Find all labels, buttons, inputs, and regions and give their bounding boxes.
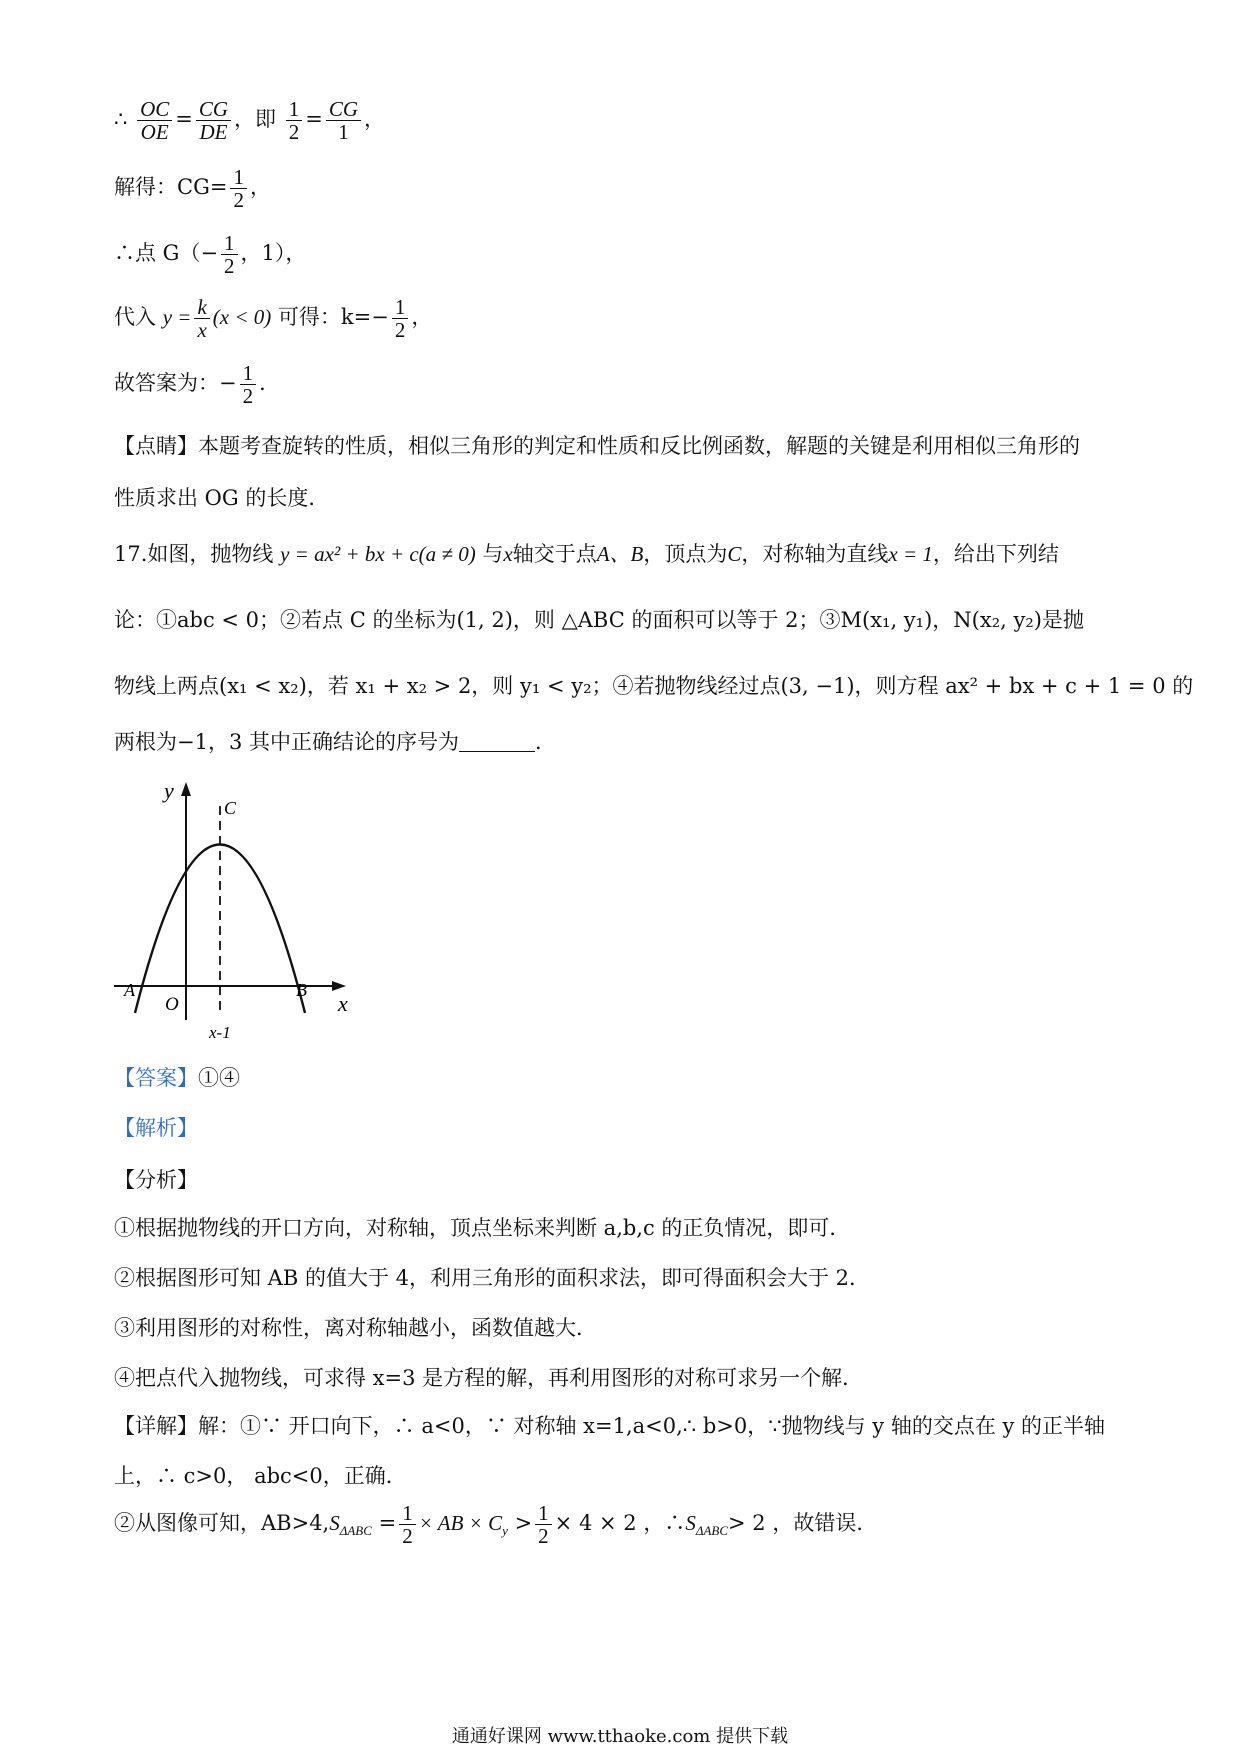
dianjing-line-1: 【点睛】本题考查旋转的性质，相似三角形的判定和性质和反比例函数，解题的关键是利用相似三角形的 xyxy=(114,434,1080,458)
point-g-line: ∴点 G（− $\frac{1}{2}$ ，1）， xyxy=(114,231,307,279)
answer-line: 故答案为：− $\frac{1}{2}$ ． xyxy=(114,361,281,409)
y-axis-arrow xyxy=(181,782,191,796)
symmetry-axis-label: x-1 xyxy=(209,1023,231,1042)
question-17-line-4: 两根为−1，3 其中正确结论的序号为 ． xyxy=(114,730,556,754)
equation-ratio-line: ∴ $\frac{OC}{OE}$ = $\frac{CG}{DE}$ ，即 $\frac{1}{2}$ = $\frac{CG}{1}$ ， xyxy=(114,97,386,145)
fenxi-section xyxy=(114,1164,198,1194)
substitute-line: 代入 y = $\frac{k}{x}$ (x < 0) 可得：k=− $\frac{1}{2}$ ， xyxy=(114,295,433,343)
dianjing-line-2: 性质求出 OG 的长度． xyxy=(114,486,330,510)
fenxi-item-1: ①根据抛物线的开口方向，对称轴，顶点坐标来判断 a,b,c 的正负情况，即可． xyxy=(114,1216,851,1240)
fraction-half: $\frac{1}{2}$ xyxy=(230,166,247,211)
origin-label: O xyxy=(165,994,179,1015)
fenxi-item-4: ④把点代入抛物线，可求得 x=3 是方程的解，再利用图形的对称可求另一个解． xyxy=(114,1366,864,1390)
dianjing-tag: 【点睛】 xyxy=(114,434,198,458)
fraction-half: $\frac{1}{2}$ xyxy=(399,1502,416,1547)
question-17-line-3: 物线上两点(x₁ < x₂)，若 x₁ + x₂ > 2，则 y₁ < y₂；④若抛物线经过点(3, −1)，则方程 ax² + bx + c + 1 = 0 的 xyxy=(114,674,1194,698)
fraction-half: $\frac{1}{2}$ xyxy=(240,362,257,407)
fraction-half: $\frac{1}{2}$ xyxy=(392,296,409,341)
answer-blank xyxy=(459,733,535,752)
point-c-label: C xyxy=(224,798,237,818)
fraction-half: $\frac{1}{2}$ xyxy=(221,232,238,277)
area-inequality-line: ②从图像可知，$AB>4,S_{\Delta ABC}$ = $\frac{1}{2}$ × AB × $C_y$ > $\frac{1}{2}$ × 4 × 2 ，$\therefore S_{\Delta ABC}> 2$ ，故错误． xyxy=(114,1501,878,1549)
xiangjie-line-2: 上，∴ c>0， abc<0，正确． xyxy=(114,1464,407,1488)
parabola-graph xyxy=(114,780,374,1045)
answer-section xyxy=(114,1062,240,1092)
xiangjie-line-1: 【详解】解：①∵ 开口向下，∴ a<0，∵ 对称轴 x=1,a<0,∴ b>0，∵抛物线与 y 轴的交点在 y 的正半轴 xyxy=(114,1414,1106,1438)
y-axis-label: y xyxy=(164,780,174,803)
fraction-oc-oe: $\frac{OC}{OE}$ xyxy=(137,98,172,143)
point-a-label: A xyxy=(124,980,135,1000)
answer-value: ①④ xyxy=(198,1066,240,1090)
therefore-symbol: ∴ xyxy=(114,107,128,132)
fraction-cg-de: $\frac{CG}{DE}$ xyxy=(196,98,231,143)
x-axis-label: x xyxy=(338,991,348,1016)
question-17-line-1: 17.如图，抛物线 y = ax² + bx + c(a ≠ 0) 与x轴交于点A、B，顶点为C，对称轴为直线x = 1，给出下列结 xyxy=(114,542,1059,566)
fraction-cg-one: $\frac{CG}{1}$ xyxy=(326,98,361,143)
fenxi-item-3: ③利用图形的对称性，离对称轴越小，函数值越大． xyxy=(114,1316,597,1340)
fraction-k-x: $\frac{k}{x}$ xyxy=(194,296,209,341)
x-axis-arrow xyxy=(332,981,346,991)
answer-tag: 【答案】 xyxy=(114,1066,198,1090)
fraction-one-half: $\frac{1}{2}$ xyxy=(286,98,303,143)
page-footer: 通通好课网 www.tthaoke.com 提供下载 xyxy=(451,1726,789,1747)
solve-cg-line: 解得：CG= $\frac{1}{2}$ ， xyxy=(114,165,271,213)
point-b-label: B xyxy=(296,980,307,1000)
jiexi-tag: 【解析】 xyxy=(114,1116,198,1140)
fenxi-item-2: ②根据图形可知 AB 的值大于 4，利用三角形的面积求法，即可得面积会大于 2． xyxy=(114,1266,871,1290)
fenxi-tag: 【分析】 xyxy=(114,1168,198,1192)
fraction-half: $\frac{1}{2}$ xyxy=(535,1502,552,1547)
jiexi-section xyxy=(114,1112,198,1142)
question-17-line-2: 论：①abc < 0；②若点 C 的坐标为(1, 2)，则 △ABC 的面积可以等于 2；③M(x₁, y₁)，N(x₂, y₂)是抛 xyxy=(114,608,1084,632)
xiangjie-tag: 【详解】 xyxy=(114,1414,198,1438)
